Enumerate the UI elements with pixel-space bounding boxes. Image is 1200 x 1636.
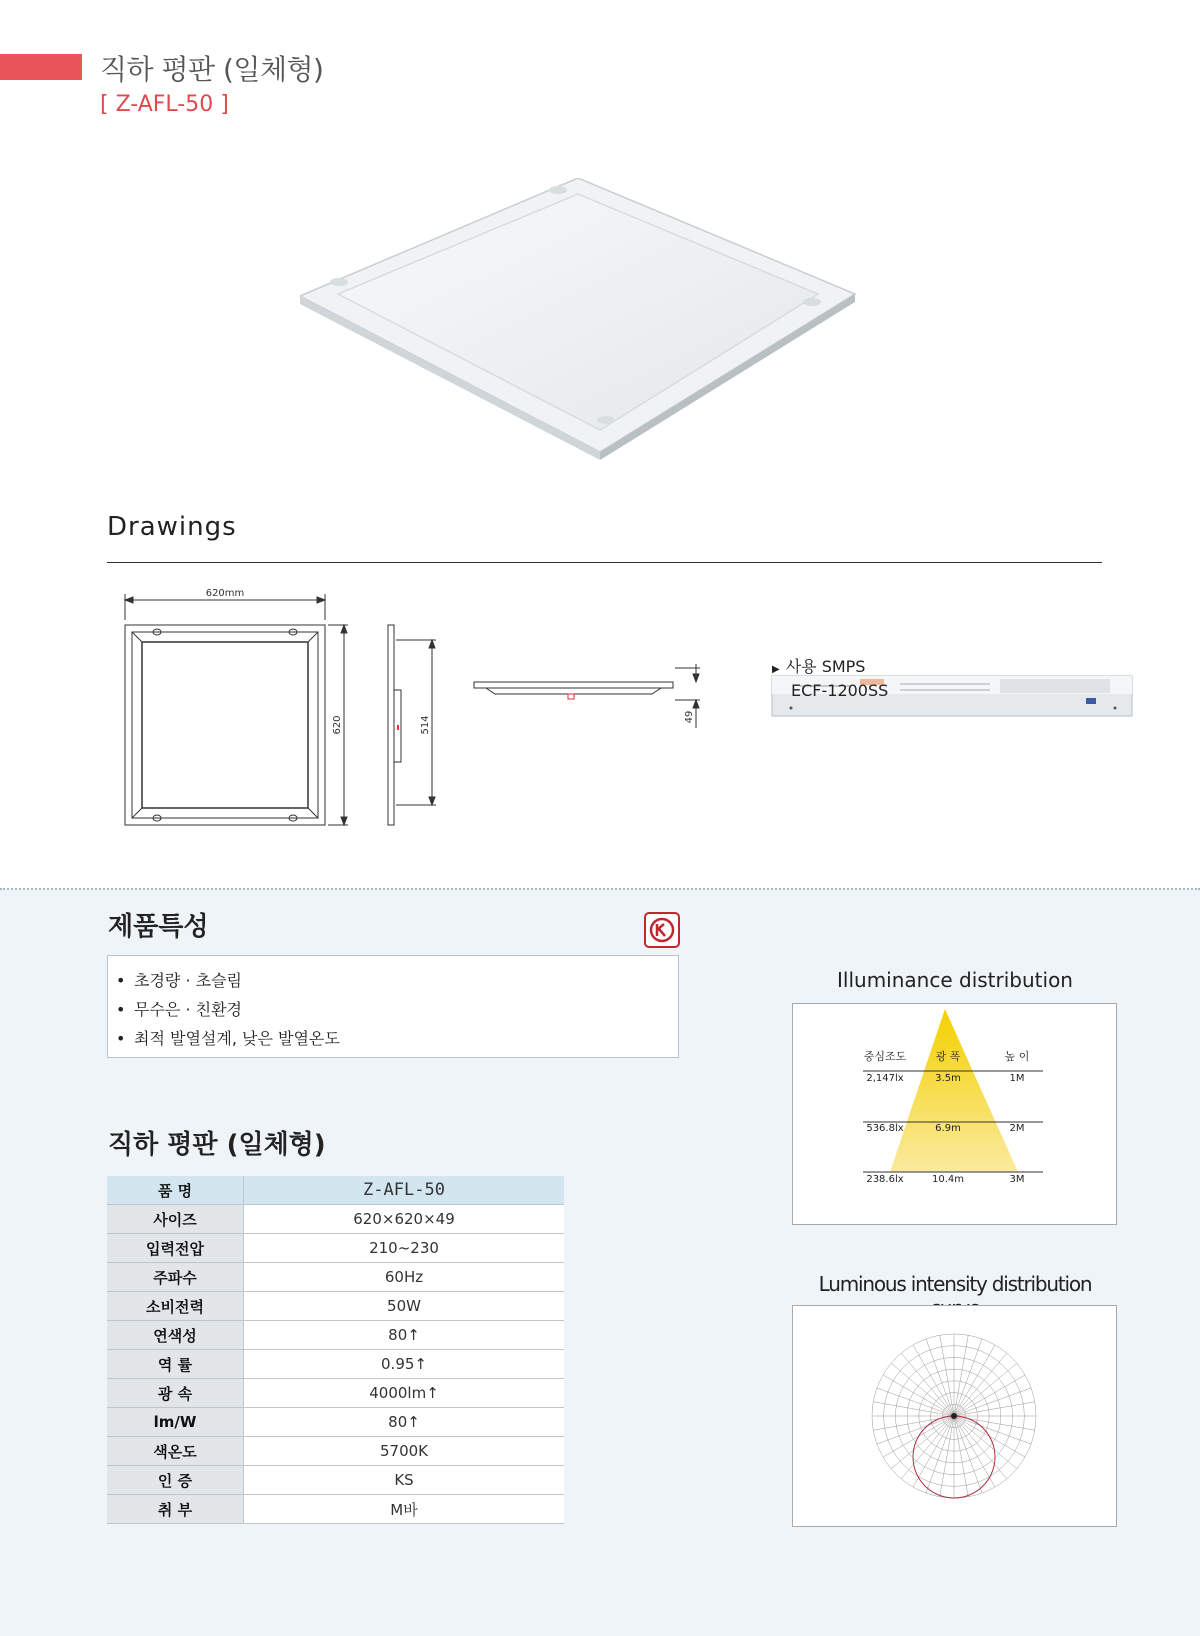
width-dimension-label: 620mm	[205, 588, 245, 599]
header-height: 높 이	[1004, 1050, 1030, 1063]
width-value: 6.9m	[935, 1123, 961, 1134]
table-row: lm/W 80↑	[107, 1408, 564, 1437]
list-item: • 무수은 · 친환경	[116, 1000, 242, 1019]
table-row: 역 률 0.95↑	[107, 1350, 564, 1379]
table-row: 사이즈 620×620×49	[107, 1205, 564, 1234]
depth-dimension-label: 49	[684, 710, 695, 724]
drawings-heading: Drawings	[107, 512, 237, 542]
model-code: [ Z-AFL-50 ]	[100, 92, 229, 117]
table-row: 입력전압 210~230	[107, 1234, 564, 1263]
luminous-curve-heading: Luminous intensity distribution	[818, 1272, 1092, 1296]
height-value: 1M	[1009, 1073, 1025, 1084]
profile-view-drawing	[474, 664, 700, 728]
list-item: • 초경량 · 초슬림	[116, 971, 242, 990]
height-dimension-label: 620	[332, 715, 343, 735]
dotted-divider	[0, 888, 1200, 890]
width-value: 3.5m	[935, 1073, 961, 1084]
technical-drawings	[0, 580, 1200, 840]
smps-line2: ECF-1200SS	[791, 681, 889, 700]
spec-heading: 직하 평판 (일체형)	[108, 1130, 326, 1160]
luminous-curve-diagram	[792, 1305, 1117, 1527]
lux-value: 238.6lx	[866, 1174, 904, 1185]
table-row: 연색성 80↑	[107, 1321, 564, 1350]
inner-dimension-label: 514	[420, 715, 431, 735]
features-list	[107, 955, 679, 1058]
table-row: 소비전력 50W	[107, 1292, 564, 1321]
illuminance-diagram	[792, 1003, 1117, 1225]
drawings-divider	[107, 562, 1102, 563]
page-title: 직하 평판 (일체형)	[100, 53, 324, 86]
smps-line1: 사용 SMPS	[785, 657, 866, 676]
table-row: 주파수 60Hz	[107, 1263, 564, 1292]
front-view-drawing	[125, 594, 348, 825]
header-beam-width: 광 폭	[935, 1050, 961, 1063]
lux-value: 536.8lx	[866, 1123, 904, 1134]
table-row: 광 속 4000lm↑	[107, 1379, 564, 1408]
table-row: 품 명 Z-AFL-50	[107, 1176, 564, 1205]
kc-certification-icon	[644, 912, 680, 948]
smps-label	[772, 656, 888, 701]
table-row: 취 부 M바	[107, 1495, 564, 1524]
table-row: 인 증 KS	[107, 1466, 564, 1495]
triangle-bullet-icon: ▶	[772, 664, 780, 675]
list-item: • 최적 발열설계, 낮은 발열온도	[116, 1029, 340, 1048]
lux-value: 2,147lx	[866, 1073, 904, 1084]
height-value: 2M	[1009, 1123, 1025, 1134]
product-image	[300, 178, 900, 478]
width-value: 10.4m	[931, 1174, 965, 1185]
features-heading: 제품특성	[108, 912, 209, 942]
table-row: 색온도 5700K	[107, 1437, 564, 1466]
polar-center	[951, 1413, 957, 1419]
light-beam-cone	[890, 1009, 1018, 1172]
header-center-lux: 중심조도	[863, 1050, 907, 1063]
illuminance-heading: Illuminance distribution	[837, 968, 1073, 992]
height-value: 3M	[1009, 1174, 1025, 1185]
header-accent-bar	[0, 54, 82, 80]
spec-table	[107, 1176, 564, 1524]
